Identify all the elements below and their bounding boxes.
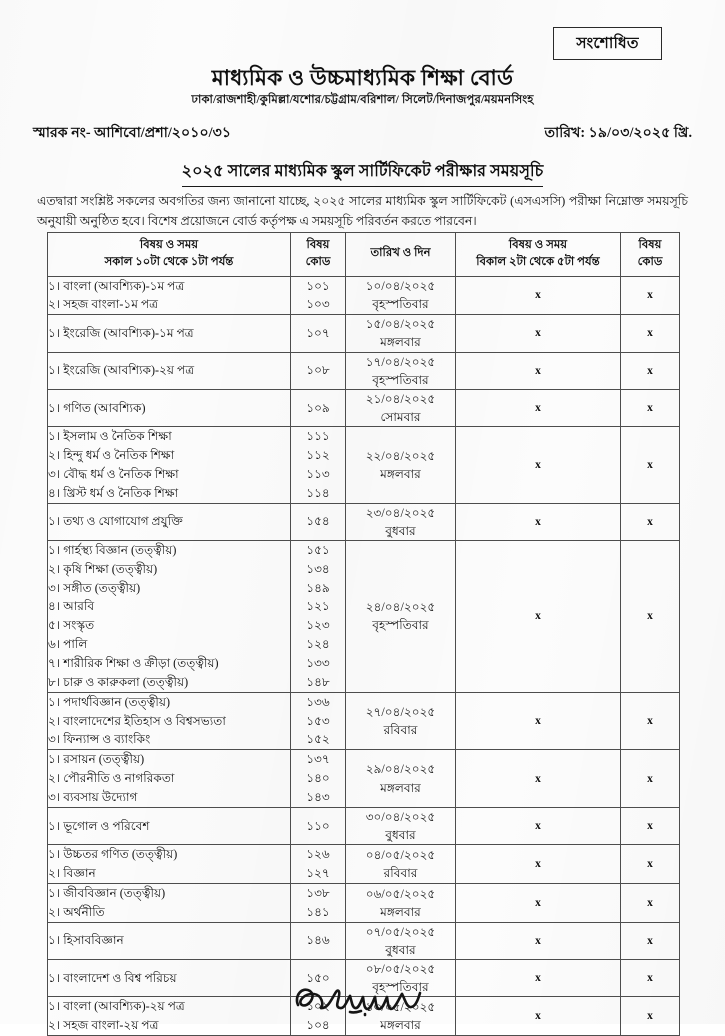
exam-date: ২২/০৪/২০২৫ xyxy=(365,448,436,463)
subject-code: ১১১ xyxy=(306,429,330,444)
afternoon-subject-cell: x xyxy=(456,692,621,750)
subject-line: ১। তথ্য ও যোগাযোগ প্রযুক্তি xyxy=(48,514,183,529)
exam-date-cell xyxy=(346,807,456,844)
subject-line: ৮। চারু ও কারুকলা (তত্ত্বীয়) xyxy=(48,674,189,689)
subject-code: ১৪৩ xyxy=(306,790,330,805)
subject-line: ১। গণিত (আবশ্যিক) xyxy=(48,400,146,415)
subject-line: ৭। শারীরিক শিক্ষা ও ক্রীড়া (তত্ত্বীয়) xyxy=(48,656,219,671)
exam-date-cell xyxy=(346,750,456,808)
subject-code: ১১৩ xyxy=(306,466,330,481)
exam-day: বুধবার xyxy=(385,523,416,538)
morning-subjects-cell xyxy=(48,845,291,884)
morning-codes-cell xyxy=(291,389,346,426)
table-row xyxy=(48,845,680,884)
exam-day: রবিবার xyxy=(383,723,418,738)
exam-date: ২১/০৪/২০২৫ xyxy=(365,391,436,406)
morning-codes-cell xyxy=(291,276,346,315)
exam-date: ১৫/০৪/২০২৫ xyxy=(365,317,436,332)
afternoon-code-cell: x xyxy=(621,389,680,426)
subject-code: ১১৪ xyxy=(306,485,330,500)
table-body xyxy=(48,276,680,1035)
morning-subjects-cell xyxy=(48,807,291,844)
intro-paragraph: এতদ্বারা সংশ্লিষ্ট সকলের অবগতির জন্য জানানো যাচ্ছে, ২০২৫ সালের মাধ্যমিক স্কুল সার্টিফিকেট (এসএসসি) পরীক্ষা নিম্নোক্ত সময়সূচি অনুযায়ী অনুষ্ঠিত হবে। বিশেষ প্রয়োজনে বোর্ড কর্তৃপক্ষ এ সময়সূচি পরিবর্তন করতে পারবেন। xyxy=(37,194,688,229)
subject-code: ১৩৭ xyxy=(306,752,330,767)
subject-code: ১২৭ xyxy=(306,866,330,881)
col-header-morning-code xyxy=(291,233,346,277)
afternoon-code-cell: x xyxy=(621,503,680,540)
morning-codes-cell xyxy=(291,807,346,844)
subject-code: ১১০ xyxy=(306,818,330,833)
col-header-afternoon-code xyxy=(621,233,680,277)
subject-line: ১। ভূগোল ও পরিবেশ xyxy=(48,818,150,833)
subject-line: ২। সহজ বাংলা-২য় পত্র xyxy=(48,1018,159,1033)
exam-date: ০৭/০৫/২০২৫ xyxy=(365,924,436,939)
exam-date-cell xyxy=(346,389,456,426)
col-header-line1: তারিখ ও দিন xyxy=(370,246,431,260)
subject-line: ৩। বৌদ্ধ ধর্ম ও নৈতিক শিক্ষা xyxy=(48,466,179,481)
morning-subjects-cell xyxy=(48,997,291,1036)
subject-line: ১। বাংলা (আবশ্যিক)-১ম পত্র xyxy=(48,278,185,293)
col-header-morning-subject xyxy=(48,233,291,277)
exam-date: ০৪/০৫/২০২৫ xyxy=(365,847,436,862)
exam-date: ০৮/০৫/২০২৫ xyxy=(365,961,436,976)
exam-day: বৃহস্পতিবার xyxy=(372,618,429,633)
col-header-line1: বিষয় xyxy=(638,238,662,251)
subject-line: ২। বিজ্ঞান xyxy=(48,866,96,881)
morning-subjects-cell xyxy=(48,276,291,315)
table-row xyxy=(48,503,680,540)
subject-line: ৩। ব্যবসায় উদ্যোগ xyxy=(48,790,138,805)
subject-code: ১০৩ xyxy=(306,297,330,312)
exam-day: মঙ্গলবার xyxy=(380,1018,421,1033)
afternoon-code-cell: x xyxy=(621,427,680,503)
subject-code: ১০৮ xyxy=(306,363,330,378)
exam-date-cell xyxy=(346,692,456,750)
morning-codes-cell xyxy=(291,427,346,503)
table-row xyxy=(48,922,680,959)
exam-date-cell xyxy=(346,427,456,503)
morning-codes-cell xyxy=(291,922,346,959)
exam-day: বুধবার xyxy=(385,828,416,843)
subject-code: ১০৯ xyxy=(306,400,330,415)
col-header-afternoon-subject xyxy=(456,233,621,277)
exam-day: বুধবার xyxy=(385,942,416,957)
morning-subjects-cell xyxy=(48,883,291,922)
subject-line: ১। বাংলাদেশ ও বিশ্ব পরিচয় xyxy=(48,970,177,985)
table-row xyxy=(48,276,680,315)
exam-date-cell xyxy=(346,959,456,996)
table-row xyxy=(48,692,680,750)
exam-date-cell xyxy=(346,503,456,540)
subject-code: ১২১ xyxy=(306,599,330,614)
subject-code: ১৩৮ xyxy=(306,885,330,900)
page-title xyxy=(0,158,725,187)
subject-code: ১৪৯ xyxy=(306,580,330,595)
board-regions: ঢাকা/রাজশাহী/কুমিল্লা/যশোর/চট্টগ্রাম/বরিশাল/ সিলেট/দিনাজপুর/ময়মনসিংহ xyxy=(191,93,534,106)
subject-line: ২। সহজ বাংলা-১ম পত্র xyxy=(48,297,159,312)
table-row xyxy=(48,540,680,692)
table-row xyxy=(48,750,680,808)
morning-subjects-cell xyxy=(48,750,291,808)
subject-line: ১। পদার্থবিজ্ঞান (তত্ত্বীয়) xyxy=(48,694,171,709)
subject-code: ১৩৩ xyxy=(306,656,330,671)
col-header-line1: বিষয় xyxy=(306,238,330,251)
afternoon-code-cell: x xyxy=(621,315,680,352)
subject-line: ১। উচ্চতর গণিত (তত্ত্বীয়) xyxy=(48,847,178,862)
subject-code: ১৪৮ xyxy=(306,674,330,689)
morning-subjects-cell xyxy=(48,503,291,540)
subject-line: ১। জীববিজ্ঞান (তত্ত্বীয়) xyxy=(48,885,166,900)
morning-codes-cell xyxy=(291,845,346,884)
table-header-row xyxy=(48,233,680,277)
subject-line: ৩। ফিন্যান্স ও ব্যাংকিং xyxy=(48,732,151,747)
subject-line: ১। রসায়ন (তত্ত্বীয়) xyxy=(48,752,145,767)
morning-codes-cell xyxy=(291,883,346,922)
subject-code: ১২৬ xyxy=(306,847,330,862)
subject-line: ১। ইংরেজি (আবশ্যিক)-২য় পত্র xyxy=(48,363,195,378)
subject-line: ১। বাংলা (আবশ্যিক)-২য় পত্র xyxy=(48,999,185,1014)
morning-codes-cell xyxy=(291,997,346,1036)
morning-codes-cell xyxy=(291,503,346,540)
exam-date: ০৬/০৫/২০২৫ xyxy=(365,886,436,901)
afternoon-subject-cell: x xyxy=(456,845,621,884)
table-row xyxy=(48,883,680,922)
subject-code: ১৫২ xyxy=(306,732,330,747)
exam-day: মঙ্গলবার xyxy=(380,904,421,919)
memo-row xyxy=(33,122,692,146)
morning-codes-cell xyxy=(291,352,346,389)
exam-date: ১০/০৪/২০২৫ xyxy=(365,279,436,294)
subject-code: ১০১ xyxy=(306,278,330,293)
afternoon-subject-cell: x xyxy=(456,883,621,922)
revised-stamp xyxy=(553,27,662,60)
table-row xyxy=(48,352,680,389)
subject-line: ৬। পালি xyxy=(48,637,88,652)
subject-line: ২। কৃষি শিক্ষা (তত্ত্বীয়) xyxy=(48,561,158,576)
subject-line: ৪। খ্রিস্ট ধর্ম ও নৈতিক শিক্ষা xyxy=(48,485,179,500)
afternoon-subject-cell: x xyxy=(456,427,621,503)
col-header-line2: বিকাল ২টা থেকে ৫টা পর্যন্ত xyxy=(476,254,600,268)
subject-line: ২। অর্থনীতি xyxy=(48,904,105,919)
afternoon-code-cell: x xyxy=(621,540,680,692)
exam-date: ২৭/০৪/২০২৫ xyxy=(365,704,436,719)
subject-code: ১৫৪ xyxy=(306,514,330,529)
subject-code: ১০৪ xyxy=(306,1018,330,1033)
afternoon-subject-cell: x xyxy=(456,997,621,1036)
exam-day: বৃহস্পতিবার xyxy=(372,372,429,387)
table-row xyxy=(48,807,680,844)
subject-code: ১২৪ xyxy=(306,637,330,652)
exam-day: বৃহস্পতিবার xyxy=(372,980,429,995)
exam-date-cell xyxy=(346,315,456,352)
col-header-line2: সকাল ১০টা থেকে ১টা পর্যন্ত xyxy=(104,254,234,268)
exam-day: মঙ্গলবার xyxy=(380,466,421,481)
morning-codes-cell xyxy=(291,750,346,808)
col-header-line2: কোড xyxy=(637,254,663,268)
exam-date: ২৩/০৪/২০২৫ xyxy=(365,505,436,520)
afternoon-subject-cell: x xyxy=(456,276,621,315)
afternoon-subject-cell: x xyxy=(456,315,621,352)
subject-code: ১২৩ xyxy=(306,618,330,633)
subject-code: ১৪১ xyxy=(306,904,330,919)
board-title: মাধ্যমিক ও উচ্চমাধ্যমিক শিক্ষা বোর্ড xyxy=(211,66,514,90)
afternoon-subject-cell: x xyxy=(456,922,621,959)
exam-day: বৃহস্পতিবার xyxy=(372,297,429,312)
morning-codes-cell xyxy=(291,692,346,750)
exam-date: ২৯/০৪/২০২৫ xyxy=(365,762,436,777)
subject-code: ১৪৬ xyxy=(306,933,330,948)
morning-codes-cell xyxy=(291,959,346,996)
table-row xyxy=(48,389,680,426)
subject-line: ২। হিন্দু ধর্ম ও নৈতিক শিক্ষা xyxy=(48,448,175,463)
exam-date: ৩০/০৪/২০২৫ xyxy=(365,809,436,824)
exam-day: মঙ্গলবার xyxy=(380,335,421,350)
table-row xyxy=(48,315,680,352)
subject-line: ৫। সংস্কৃত xyxy=(48,618,95,633)
morning-subjects-cell xyxy=(48,389,291,426)
exam-date-cell xyxy=(346,276,456,315)
subject-line: ৩। সঙ্গীত (তত্ত্বীয়) xyxy=(48,580,141,595)
exam-date-cell xyxy=(346,883,456,922)
exam-date: ১৭/০৪/২০২৫ xyxy=(365,354,436,369)
afternoon-subject-cell: x xyxy=(456,540,621,692)
page-title-text: ২০২৫ সালের মাধ্যমিক স্কুল সার্টিফিকেট পরীক্ষার সময়সূচি xyxy=(182,158,544,187)
subject-code: ১৩৪ xyxy=(306,561,330,576)
morning-subjects-cell xyxy=(48,315,291,352)
subject-line: ১। ইসলাম ও নৈতিক শিক্ষা xyxy=(48,429,172,444)
afternoon-subject-cell: x xyxy=(456,503,621,540)
afternoon-subject-cell: x xyxy=(456,352,621,389)
memo-number: স্মারক নং- আশিবো/প্রশা/২০১০/৩১ xyxy=(33,125,232,141)
subject-code: ১৫৩ xyxy=(306,713,330,728)
morning-codes-cell xyxy=(291,315,346,352)
exam-date-cell xyxy=(346,845,456,884)
morning-subjects-cell xyxy=(48,352,291,389)
afternoon-subject-cell: x xyxy=(456,750,621,808)
afternoon-code-cell: x xyxy=(621,276,680,315)
morning-subjects-cell xyxy=(48,540,291,692)
afternoon-code-cell: x xyxy=(621,997,680,1036)
afternoon-code-cell: x xyxy=(621,750,680,808)
col-header-line1: বিষয় ও সময় xyxy=(508,238,568,251)
revised-stamp-label: সংশোধিত xyxy=(576,34,639,52)
afternoon-code-cell: x xyxy=(621,692,680,750)
afternoon-code-cell: x xyxy=(621,352,680,389)
subject-code: ১০২ xyxy=(306,999,330,1014)
morning-subjects-cell xyxy=(48,922,291,959)
morning-subjects-cell xyxy=(48,959,291,996)
exam-routine-table xyxy=(47,232,680,1036)
afternoon-code-cell: x xyxy=(621,807,680,844)
exam-date-cell xyxy=(346,352,456,389)
table-row xyxy=(48,997,680,1036)
afternoon-code-cell: x xyxy=(621,845,680,884)
exam-day: সোমবার xyxy=(380,410,421,425)
exam-date: ১৩/০৫/২০২৫ xyxy=(365,999,436,1014)
subject-code: ১০৭ xyxy=(306,326,330,341)
afternoon-code-cell: x xyxy=(621,922,680,959)
memo-date: তারিখ: ১৯/০৩/২০২৫ খ্রি. xyxy=(544,125,692,141)
subject-code: ১৫০ xyxy=(306,970,330,985)
subject-line: ২। পৌরনীতি ও নাগরিকতা xyxy=(48,771,175,786)
morning-subjects-cell xyxy=(48,427,291,503)
table-row xyxy=(48,427,680,503)
afternoon-subject-cell: x xyxy=(456,389,621,426)
afternoon-subject-cell: x xyxy=(456,807,621,844)
subject-line: ১। গার্হস্থ্য বিজ্ঞান (তত্ত্বীয়) xyxy=(48,542,177,557)
table-row xyxy=(48,959,680,996)
subject-line: ১। ইংরেজি (আবশ্যিক)-১ম পত্র xyxy=(48,326,194,341)
col-header-line2: কোড xyxy=(305,254,331,268)
subject-code: ১৩৬ xyxy=(306,694,330,709)
subject-code: ১১২ xyxy=(306,448,330,463)
table-header xyxy=(48,233,680,277)
exam-date-cell xyxy=(346,540,456,692)
subject-line: ৪। আরবি xyxy=(48,599,95,614)
subject-code: ১৪০ xyxy=(306,771,330,786)
subject-line: ১। হিসাববিজ্ঞান xyxy=(48,933,124,948)
exam-day: মঙ্গলবার xyxy=(380,780,421,795)
afternoon-subject-cell: x xyxy=(456,959,621,996)
subject-line: ২। বাংলাদেশের ইতিহাস ও বিশ্বসভ্যতা xyxy=(48,713,226,728)
subject-code: ১৫১ xyxy=(306,542,330,557)
col-header-date-day xyxy=(346,233,456,277)
exam-day: রবিবার xyxy=(383,866,418,881)
exam-date-cell xyxy=(346,997,456,1036)
morning-codes-cell xyxy=(291,540,346,692)
exam-date: ২৪/০৪/২০২৫ xyxy=(365,600,436,615)
col-header-line1: বিষয় ও সময় xyxy=(139,238,199,251)
afternoon-code-cell: x xyxy=(621,883,680,922)
exam-date-cell xyxy=(346,922,456,959)
afternoon-code-cell: x xyxy=(621,959,680,996)
morning-subjects-cell xyxy=(48,692,291,750)
